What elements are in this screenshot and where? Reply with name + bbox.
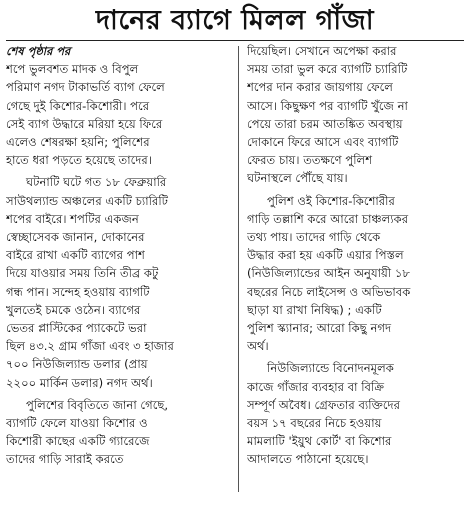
headline-rule: [6, 40, 464, 41]
text-line: তাদের গাড়ি সারাই করতে: [6, 452, 124, 467]
text-line: দোকানে ফিরে আসে এবং ব্যাগটি: [247, 135, 399, 150]
text-line: ভেতর প্লাস্টিকের প্যাকেটে ভরা: [6, 321, 147, 336]
left-paragraph-1: [6, 60, 228, 169]
text-line: পুলিশ স্ক্যানার; আরো কিছু নগদ: [247, 321, 392, 336]
left-paragraph-2: [6, 173, 228, 391]
text-line: কাজে গাঁজার ব্যবহার বা বিক্রি: [247, 379, 385, 394]
text-line: উদ্ধার করা হয় একটি এয়ার পিস্তল: [247, 248, 404, 263]
text-line: পরিমাণ নগদ টাকাভর্তি ব্যাগ ফেলে: [6, 80, 165, 95]
text-line: ব্যাগটি ফেলে যাওয়া কিশোর ও: [6, 416, 148, 431]
column-divider: [238, 46, 239, 492]
text-line: খুলতেই চমকে ওঠেন। ব্যাগের: [6, 302, 141, 317]
text-line: অর্থ।: [247, 339, 269, 354]
text-line: ঘটনাটি ঘটে গত ১৮ ফেব্রুয়ারি: [26, 175, 167, 190]
text-line: গন্ধ পান। সন্দেহ হওয়ায় ব্যাগটি: [6, 284, 150, 299]
text-line: এলেও শেষরক্ষা হয়নি; পুলিশের: [6, 135, 150, 150]
left-column: [6, 42, 228, 469]
text-line: পেয়ে তারা চরম আতঙ্কিত অবস্থায়: [247, 116, 403, 131]
text-line: ছিল ৪৩.২ গ্রাম গাঁজা এবং ৩ হাজার: [6, 339, 174, 354]
right-paragraph-3: [247, 359, 469, 468]
text-line: ফেরত চায়। ততক্ষণে পুলিশ: [247, 153, 373, 168]
text-line: দিয়ে যাওয়ার সময় তিনি তীব্র কটু: [6, 266, 159, 281]
text-line: মামলাটি 'ইয়ুথ কোর্ট' বা কিশোর: [247, 434, 392, 449]
text-line: গেছে দুই কিশোর-কিশোরী। পরে: [6, 98, 150, 113]
text-line: সাউথল্যান্ড অঞ্চলের একটি চ্যারিটি: [6, 193, 168, 208]
article-headline: দানের ব্যাগে মিলল গাঁজা: [95, 5, 375, 36]
text-line: পুলিশের বিবৃতিতে জানা গেছে,: [26, 397, 169, 412]
text-line: শপে ভুলবশত মাদক ও বিপুল: [6, 62, 139, 77]
text-line: আসে। কিছুক্ষণ পর ব্যাগটি খুঁজে না: [247, 98, 408, 113]
text-line: ৭০০ নিউজিল্যান্ড ডলার (প্রায়: [6, 357, 148, 372]
text-line: কিশোরী কাছের একটি গ্যারেজে: [6, 434, 150, 449]
text-line: পুলিশ ওই কিশোর-কিশোরীর: [267, 193, 395, 208]
text-line: বাইরে রাখা একটি ব্যাগের পাশ: [6, 248, 145, 263]
text-line: তথ্য পায়। তাদের গাড়ি থেকে: [247, 230, 381, 245]
right-paragraph-2: [247, 192, 469, 356]
text-line: সম্পূর্ণ অবৈধ। গ্রেফতার ব্যক্তিদের: [247, 397, 400, 412]
text-line: বছরের নিচে লাইসেন্স ও অভিভাবক: [247, 284, 411, 299]
text-line: নিউজিল্যান্ডে বিনোদনমূলক: [267, 361, 394, 376]
text-line: ২২০০ মার্কিন ডলার) নগদ অর্থ।: [6, 375, 153, 390]
left-paragraph-3: [6, 396, 228, 469]
text-line: (নিউজিল্যান্ডের আইন অনুযায়ী ১৮: [247, 266, 410, 281]
text-line: ছাড়া যা রাখা নিষিদ্ধ) ; একটি: [247, 302, 382, 317]
text-line: হাতে ধরা পড়তে হয়েছে তাদের।: [6, 153, 152, 168]
text-line: সময় তারা ভুল করে ব্যাগটি চ্যারিটি: [247, 62, 408, 77]
text-line: দিয়েছিল। সেখানে অপেক্ষা করার: [247, 44, 397, 58]
text-line: বয়স ১৭ বছরের নিচে হওয়ায়: [247, 416, 382, 431]
text-line: আদালতে পাঠানো হয়েছে।: [247, 452, 369, 467]
right-column: [247, 42, 469, 469]
continued-label: শেষ পৃষ্ঠার পর: [6, 44, 71, 58]
right-paragraph-1: [247, 42, 469, 188]
text-line: ঘটনাস্থলে পৌঁছে যায়।: [247, 171, 348, 186]
text-line: শপের দান করার জায়গায় ফেলে: [247, 80, 393, 95]
text-line: স্বেচ্ছাসেবক জানান, দোকানের: [6, 230, 145, 245]
text-line: শপের বাইরে। শপটির একজন: [6, 211, 139, 226]
text-line: গাড়ি তল্লাশি করে আরো চাঞ্চল্যকর: [247, 211, 409, 226]
text-line: সেই ব্যাগ উদ্ধারে মরিয়া হয়ে ফিরে: [6, 116, 163, 131]
